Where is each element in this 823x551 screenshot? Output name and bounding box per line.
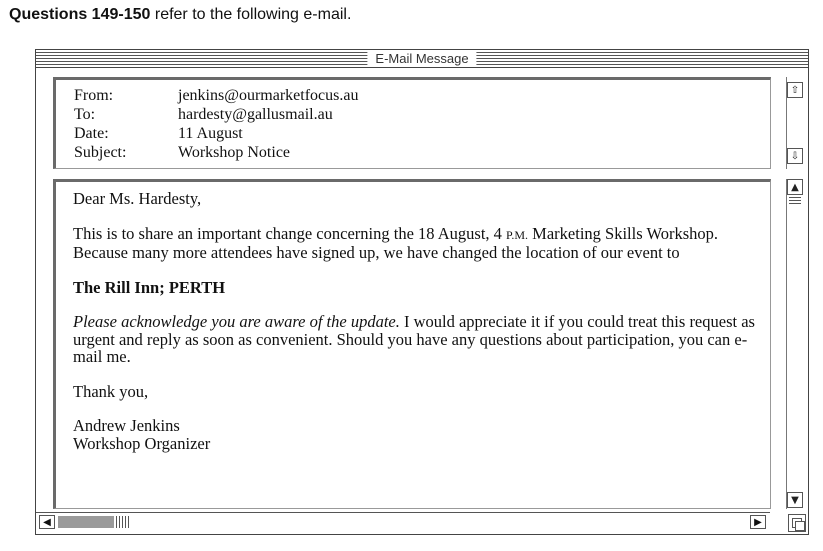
to-label: To: [74,106,96,123]
signature-title: Workshop Organizer [73,433,211,453]
subject-value: Workshop Notice [178,144,291,161]
body-paragraph-2: Please acknowledge you are aware of the update. I would appreciate it if you could treat this request as urgent and reply as soon as convenient. Should you have any questions about participation, you can e-mail me. [73,312,755,366]
subject-row [74,143,358,162]
window-titlebar[interactable] [36,50,808,68]
greeting: Dear Ms. Hardesty, [73,189,202,208]
header-scrollbar[interactable] [786,77,805,169]
left-arrow-icon[interactable]: ◀ [39,515,55,529]
resize-handle-icon[interactable] [788,514,806,532]
up-arrow-icon[interactable]: ⇧ [787,82,803,98]
right-arrow-icon[interactable]: ▶ [750,515,766,529]
body-paragraph-1: This is to share an important change concerning the 18 August, 4 P.M. Marketing Skills Workshop. Because many more attendees have signed up, we have changed the location of our event to [73,223,718,262]
closing: Thank you, [73,381,149,401]
window-title: E-Mail Message [367,50,476,67]
scroll-down-arrow-icon[interactable]: ▼ [787,492,803,508]
to-row [74,105,358,124]
signature-name: Andrew Jenkins [73,416,180,435]
acknowledge-text: Please acknowledge you are aware of the update. [73,312,400,331]
horizontal-scroll-thumb[interactable] [58,516,114,528]
pm-text: P.M. [506,227,529,242]
email-header-pane [53,77,771,169]
question-header [9,6,351,24]
subject-label: Subject: [74,144,127,161]
location: The Rill Inn; PERTH [73,277,226,297]
from-row [74,86,358,105]
email-window [35,49,809,535]
scroll-grip-icon[interactable] [789,197,801,205]
date-value: 11 August [178,125,243,142]
email-body [73,190,763,452]
question-instruction: refer to the following e-mail. [154,6,352,23]
to-value: hardesty@gallusmail.au [178,106,333,123]
horizontal-scrollbar[interactable] [36,512,770,533]
from-value: jenkins@ourmarketfocus.au [178,87,359,104]
question-number: Questions 149-150 [9,6,151,23]
date-row [74,124,358,143]
horizontal-grip-icon[interactable] [116,516,130,528]
scroll-up-arrow-icon[interactable]: ▲ [787,179,803,195]
date-label: Date: [74,125,109,142]
email-body-pane [53,179,771,509]
body-scrollbar[interactable] [786,179,805,509]
down-arrow-icon[interactable]: ⇩ [787,148,803,164]
from-label: From: [74,87,114,104]
